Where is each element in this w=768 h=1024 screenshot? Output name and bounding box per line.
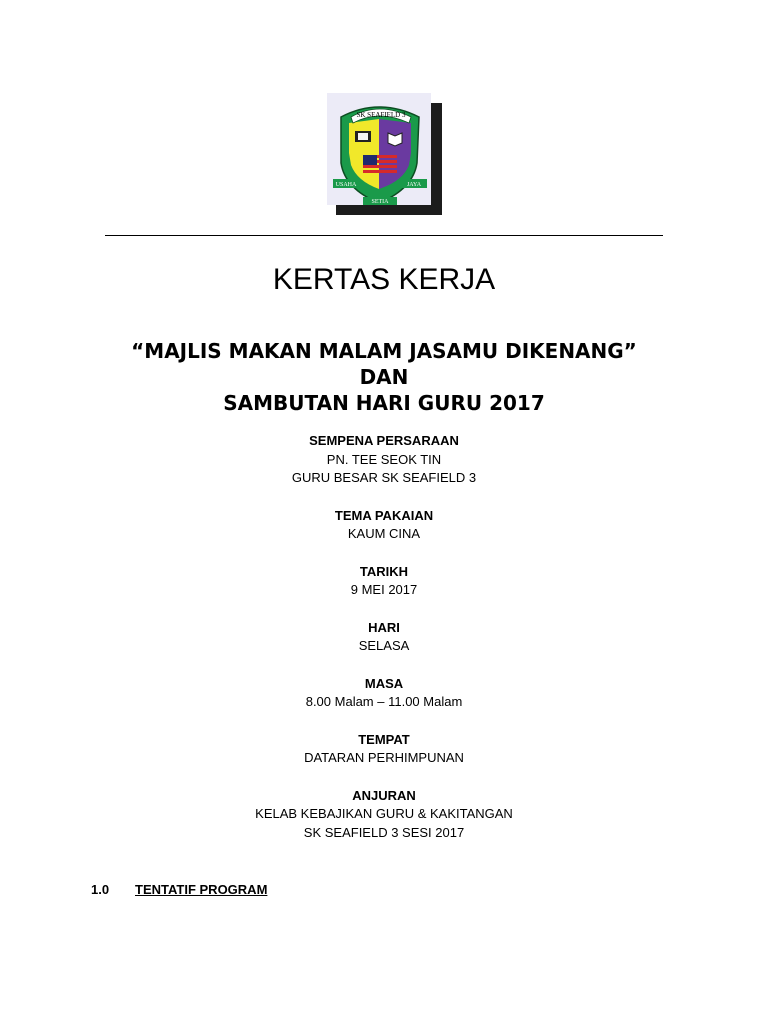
detail-heading: ANJURAN [352, 787, 416, 803]
detail-tempat [0, 731, 768, 768]
detail-value: DATARAN PERHIMPUNAN [304, 750, 464, 765]
detail-tema-pakaian [0, 507, 768, 544]
detail-heading: SEMPENA PERSARAAN [309, 433, 459, 448]
event-details [0, 432, 768, 861]
detail-persaraan [0, 432, 768, 488]
detail-value: SK SEAFIELD 3 SESI 2017 [303, 824, 465, 840]
detail-value: SELASA [358, 638, 410, 653]
detail-value: 8.00 Malam – 11.00 Malam [305, 694, 463, 709]
detail-value: 9 MEI 2017 [350, 582, 418, 597]
crest-banner-text: SK SEAFIELD 3 [356, 111, 406, 119]
detail-heading: TEMA PAKAIAN [334, 507, 434, 523]
document-title: KERTAS KERJA [272, 263, 496, 296]
crest-motto-left: USAHA [335, 182, 357, 188]
detail-anjuran [0, 787, 768, 843]
detail-masa [0, 675, 768, 712]
detail-hari [0, 619, 768, 656]
crest-motto-center: SETIA [371, 199, 389, 205]
event-title-line-1: “MAJLIS MAKAN MALAM JASAMU DIKENANG” [131, 339, 637, 363]
detail-tarikh [0, 563, 768, 600]
header-divider [105, 235, 663, 236]
section-number: 1.0 [91, 882, 110, 897]
detail-value: KAUM CINA [347, 526, 421, 541]
detail-value: PN. TEE SEOK TIN [326, 451, 442, 467]
detail-heading: HARI [368, 619, 400, 635]
section-title: TENTATIF PROGRAM [135, 882, 268, 897]
event-title [0, 338, 768, 416]
detail-value: GURU BESAR SK SEAFIELD 3 [291, 470, 477, 485]
school-crest-image [327, 93, 442, 215]
detail-value: KELAB KEBAJIKAN GURU & KAKITANGAN [255, 806, 513, 821]
detail-heading: MASA [364, 675, 404, 691]
crest-motto-right: JAYA [406, 182, 422, 188]
event-title-line-3: SAMBUTAN HARI GURU 2017 [223, 391, 545, 415]
detail-heading: TARIKH [359, 563, 409, 579]
section-heading [91, 882, 267, 897]
event-title-line-2: DAN [359, 365, 409, 389]
detail-heading: TEMPAT [358, 731, 410, 747]
school-crest-logo [327, 93, 442, 215]
